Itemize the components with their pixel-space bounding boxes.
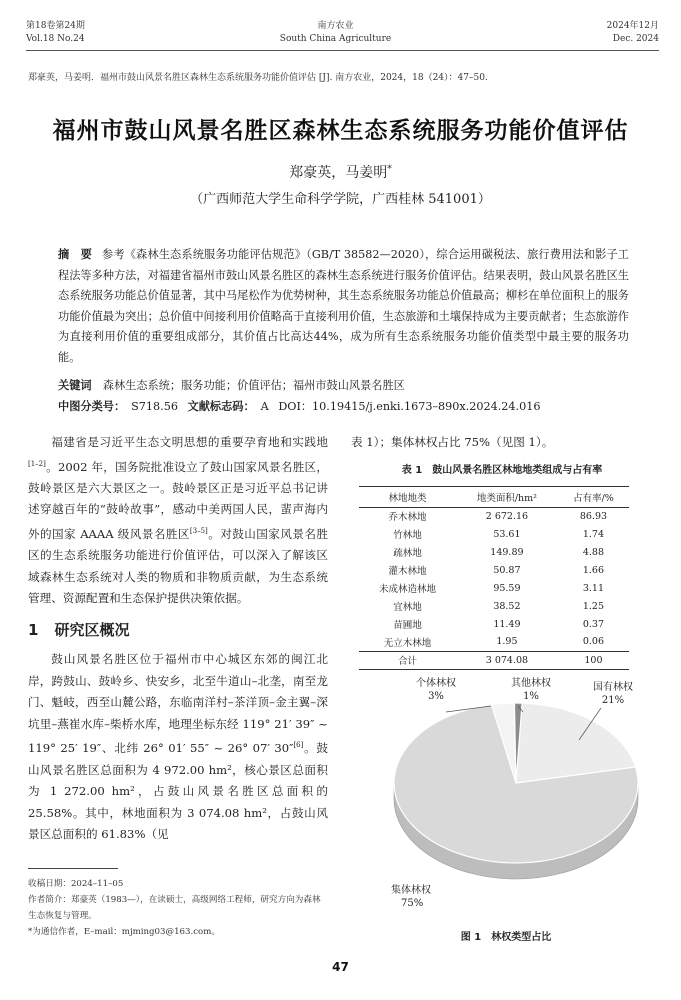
- intro-paragraph: 福建省是习近平生态文明思想的重要孕育地和实践地[1–2]。2002 年，国务院批准设立了鼓山国家风景名胜区，鼓岭景区是六大景区之一。鼓岭景区正是习近平总书记讲述穿越百年的“鼓岭故事”，感动中美两国人民，蜚声海内外的国家 AAAA 级风景名胜区[3–5]。对鼓山国家风景名胜区的生态系统服务功能进行价值评估，可以深入了解该区域森林生态系统对人类的物质和非物质贡献，为生态系统管理、资源配置和生态保护提供决策依据。: [28, 435, 328, 606]
- abstract-text: 参考《森林生态系统服务功能评估规范》（GB/T 38582—2020），综合运用碳税法、旅行费用法和影子工程法等多种方法，对福建省福州市鼓山风景名胜区的森林生态系统进行服务价值评估。结果表明，鼓山风景名胜区生态系统服务功能总价值显著，其中马尾松作为优势树种，其生态系统服务功能总价值最高；柳杉在单位面积上的服务功能价值最为突出；总价值中间接利用价值略高于直接利用价值，生态旅游和土壤保持成为主要贡献者；生态旅游作为直接利用价值的重要组成部分，其价值占比高达44%，成为所有生态系统服务功能价值类型中最主要的服务功能。: [58, 248, 629, 364]
- table-row: 苗圃地 11.49 0.37: [393, 618, 605, 631]
- pie-label: 个体林权: [416, 678, 456, 689]
- right-column: [351, 432, 653, 670]
- author-bio: 作者简介：郑豪英（1983—），在读硕士，高级网络工程师，研究方向为森林生态恢复与管理。: [28, 895, 321, 921]
- paper-title: 福州市鼓山风景名胜区森林生态系统服务功能价值评估: [52, 118, 629, 144]
- section-title: 研究区概况: [54, 620, 130, 639]
- section-number: 1: [28, 620, 39, 639]
- corresponding-email: *为通信作者，E–mail：mjming03@163.com。: [28, 927, 220, 937]
- page-number: 47: [332, 960, 349, 974]
- running-header: [12, 6, 659, 44]
- corresponding-mark: *: [387, 164, 392, 175]
- table-total-row: 合计 3 074.08 100: [359, 651, 629, 669]
- pie-value-label: 1%: [523, 691, 539, 702]
- pie-value-label: 3%: [428, 691, 444, 702]
- section-heading: [28, 620, 328, 642]
- reference-mark: [6]: [293, 741, 304, 750]
- pie-label: 集体林权: [391, 885, 431, 896]
- keywords-text: 森林生态系统；服务功能；价值评估；福州市鼓山风景名胜区: [102, 379, 405, 392]
- table-row: 灌木林地 50.87 1.66: [388, 564, 605, 577]
- table-header-row: [359, 486, 629, 507]
- table-header-cell: 地类面积/hm²: [456, 486, 558, 507]
- forest-tenure-pie-chart: [351, 668, 661, 928]
- doi: DOI：10.19415/j.enki.1673–890x.2024.24.016: [278, 400, 541, 413]
- citation-line: 郑豪英，马姜明．福州市鼓山风景名胜区森林生态系统服务功能价值评估 [J]. 南方农业，2024，18（24）：47–50.: [28, 73, 488, 83]
- clc-code: S718.56: [131, 400, 178, 413]
- affiliation: （广西师范大学生命科学学院，广西桂林 541001）: [190, 192, 491, 207]
- received-date: 收稿日期：2024–11–05: [28, 879, 124, 889]
- table-caption: 表 1 鼓山风景名胜区林地地类组成与占有率: [401, 464, 603, 476]
- table-row: 未成林造林地 95.59 3.11: [378, 582, 605, 595]
- table-row: 疏林地 149.89 4.88: [393, 546, 605, 559]
- footnotes: [28, 876, 328, 940]
- left-column: [28, 432, 328, 846]
- table-row: 竹林地 53.61 1.74: [393, 528, 605, 541]
- author-names: 郑豪英，马姜明: [289, 165, 388, 181]
- abstract: [58, 245, 629, 368]
- journal-date: 2024年12月 Dec. 2024: [606, 21, 659, 44]
- pie-value-label: 21%: [601, 695, 625, 706]
- pie-label: 国有林权: [593, 682, 633, 693]
- journal-name: 南方农业 South China Agriculture: [279, 21, 392, 44]
- table-row: 宜林地 38.52 1.25: [393, 600, 605, 613]
- author-list: [0, 162, 681, 182]
- study-area-paragraph: 鼓山风景名胜区位于福州市中心城区东郊的闽江北岸，跨鼓山、鼓岭乡、快安乡，北至牛道山–北垄，南至龙门、魁岐，西至山麓公路，东临南洋村–茶洋顶–金主翼–深坑里–燕崔水库–柴桥水库，地理坐标东经 119° 21′ 39″ ~ 119° 25′ 19″、北纬 26° 01′ 55″ ~ 26° 07′ 30″[6]。鼓山风景名胜区总面积为 4 972.00 hm²，核心景区总面积为 1 272.00 hm²，占鼓山风景名胜区总面积的 25.58%。其中，林地面积为 3 074.08 hm²，占鼓山风景区总面积的 61.83%（见: [28, 652, 328, 842]
- figure-caption: 图 1 林权类型占比: [460, 932, 552, 943]
- table-row: 乔木林地 2 672.16 86.93: [388, 510, 608, 524]
- keywords: [58, 376, 641, 396]
- table-header-cell: 占有率/%: [558, 486, 629, 507]
- doc-code: A: [260, 400, 269, 413]
- journal-volume: 第18卷第24期 Vol.18 No.24: [26, 21, 85, 44]
- pie-label: 其他林权: [511, 678, 551, 689]
- table-header-cell: 林地地类: [359, 486, 456, 507]
- reference-mark: [1–2]: [28, 459, 46, 468]
- table-row: 无立木林地 1.95 0.06: [383, 636, 605, 649]
- clc-label: 中图分类号：: [58, 400, 126, 413]
- keywords-label: 关键词: [58, 379, 92, 392]
- abstract-label: 摘 要: [58, 248, 93, 261]
- doc-code-label: 文献标志码：: [187, 400, 255, 413]
- footnote-rule: [28, 868, 118, 869]
- reference-mark: [3–5]: [189, 526, 208, 535]
- pie-value-label: 75%: [401, 898, 424, 909]
- continuation-text: 表 1）；集体林权占比 75%（见图 1）。: [351, 435, 554, 449]
- header-rule: [26, 50, 659, 51]
- forest-land-table: [359, 486, 629, 670]
- classification-line: [58, 397, 641, 417]
